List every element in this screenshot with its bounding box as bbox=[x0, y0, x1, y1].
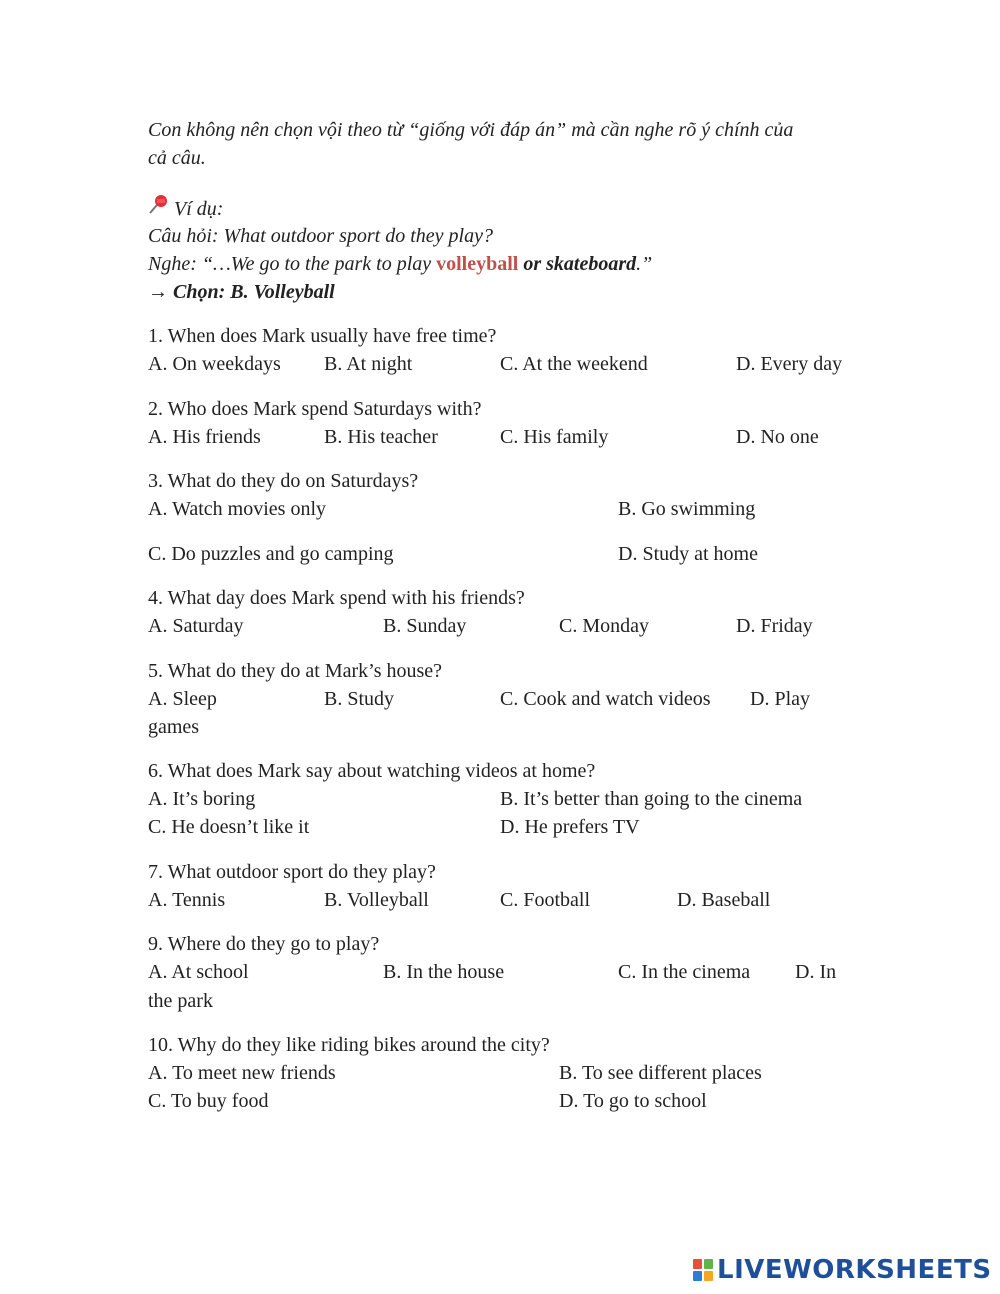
example-answer: → Chọn: B. Volleyball bbox=[148, 281, 335, 303]
question-2: 2. Who does Mark spend Saturdays with? bbox=[148, 398, 482, 420]
pushpin-icon bbox=[148, 193, 174, 223]
q6-option-b: B. It’s better than going to the cinema bbox=[500, 788, 803, 810]
q1-option-d: D. Every day bbox=[736, 353, 843, 375]
question-1: 1. When does Mark usually have free time? bbox=[148, 325, 497, 347]
logo-text: LIVEWORKSHEETS bbox=[717, 1255, 992, 1285]
q4-option-b: B. Sunday bbox=[383, 615, 467, 637]
q9-option-a: A. At school bbox=[148, 961, 249, 983]
listen-mid: or skateboard bbox=[518, 253, 637, 275]
q4-option-c: C. Monday bbox=[559, 615, 649, 637]
q5-option-b: B. Study bbox=[324, 688, 395, 710]
example-label: Ví dụ: bbox=[174, 198, 224, 220]
q9-option-d-continued: the park bbox=[148, 990, 213, 1012]
example-listen bbox=[148, 250, 652, 278]
question-7: 7. What outdoor sport do they play? bbox=[148, 861, 436, 883]
intro-line-2: cả câu. bbox=[148, 147, 206, 169]
intro-line-1: Con không nên chọn vội theo từ “giống với đáp án” mà cần nghe rõ ý chính của bbox=[148, 119, 794, 141]
q2-option-d: D. No one bbox=[736, 426, 819, 448]
q7-option-c: C. Football bbox=[500, 889, 591, 911]
q9-option-d: D. In bbox=[795, 961, 837, 983]
q6-option-d: D. He prefers TV bbox=[500, 816, 640, 838]
q2-option-a: A. His friends bbox=[148, 426, 261, 448]
q1-option-a: A. On weekdays bbox=[148, 353, 281, 375]
q9-option-c: C. In the cinema bbox=[618, 961, 751, 983]
q10-option-a: A. To meet new friends bbox=[148, 1062, 336, 1084]
listen-pre: Nghe: “…We go to the park to play bbox=[148, 253, 437, 275]
q10-option-d: D. To go to school bbox=[559, 1090, 707, 1112]
q10-option-c: C. To buy food bbox=[148, 1090, 269, 1112]
listen-end: .” bbox=[636, 253, 653, 275]
q7-option-b: B. Volleyball bbox=[324, 889, 429, 911]
question-3: 3. What do they do on Saturdays? bbox=[148, 470, 419, 492]
example-question: Câu hỏi: What outdoor sport do they play? bbox=[148, 225, 493, 247]
q2-option-c: C. His family bbox=[500, 426, 609, 448]
listen-highlight: volleyball bbox=[436, 253, 519, 275]
q5-option-d: D. Play bbox=[750, 688, 810, 710]
question-9: 9. Where do they go to play? bbox=[148, 933, 380, 955]
logo-grid-icon bbox=[693, 1259, 713, 1281]
q1-option-c: C. At the weekend bbox=[500, 353, 648, 375]
question-6: 6. What does Mark say about watching videos at home? bbox=[148, 760, 596, 782]
example-heading bbox=[148, 193, 223, 223]
q7-option-a: A. Tennis bbox=[148, 889, 226, 911]
question-5: 5. What do they do at Mark’s house? bbox=[148, 660, 443, 682]
q7-option-d: D. Baseball bbox=[677, 889, 771, 911]
q10-option-b: B. To see different places bbox=[559, 1062, 762, 1084]
q5-option-c: C. Cook and watch videos bbox=[500, 688, 711, 710]
q3-option-b: B. Go swimming bbox=[618, 498, 756, 520]
q9-option-b: B. In the house bbox=[383, 961, 505, 983]
q3-option-c: C. Do puzzles and go camping bbox=[148, 543, 394, 565]
q4-option-a: A. Saturday bbox=[148, 615, 244, 637]
q1-option-b: B. At night bbox=[324, 353, 413, 375]
q5-option-d-continued: games bbox=[148, 716, 200, 738]
q3-option-d: D. Study at home bbox=[618, 543, 758, 565]
q6-option-a: A. It’s boring bbox=[148, 788, 256, 810]
q3-option-a: A. Watch movies only bbox=[148, 498, 326, 520]
q4-option-d: D. Friday bbox=[736, 615, 813, 637]
q5-option-a: A. Sleep bbox=[148, 688, 217, 710]
liveworksheets-logo bbox=[693, 1253, 992, 1287]
question-10: 10. Why do they like riding bikes around the city? bbox=[148, 1034, 550, 1056]
question-4: 4. What day does Mark spend with his friends? bbox=[148, 587, 525, 609]
q6-option-c: C. He doesn’t like it bbox=[148, 816, 310, 838]
q2-option-b: B. His teacher bbox=[324, 426, 438, 448]
